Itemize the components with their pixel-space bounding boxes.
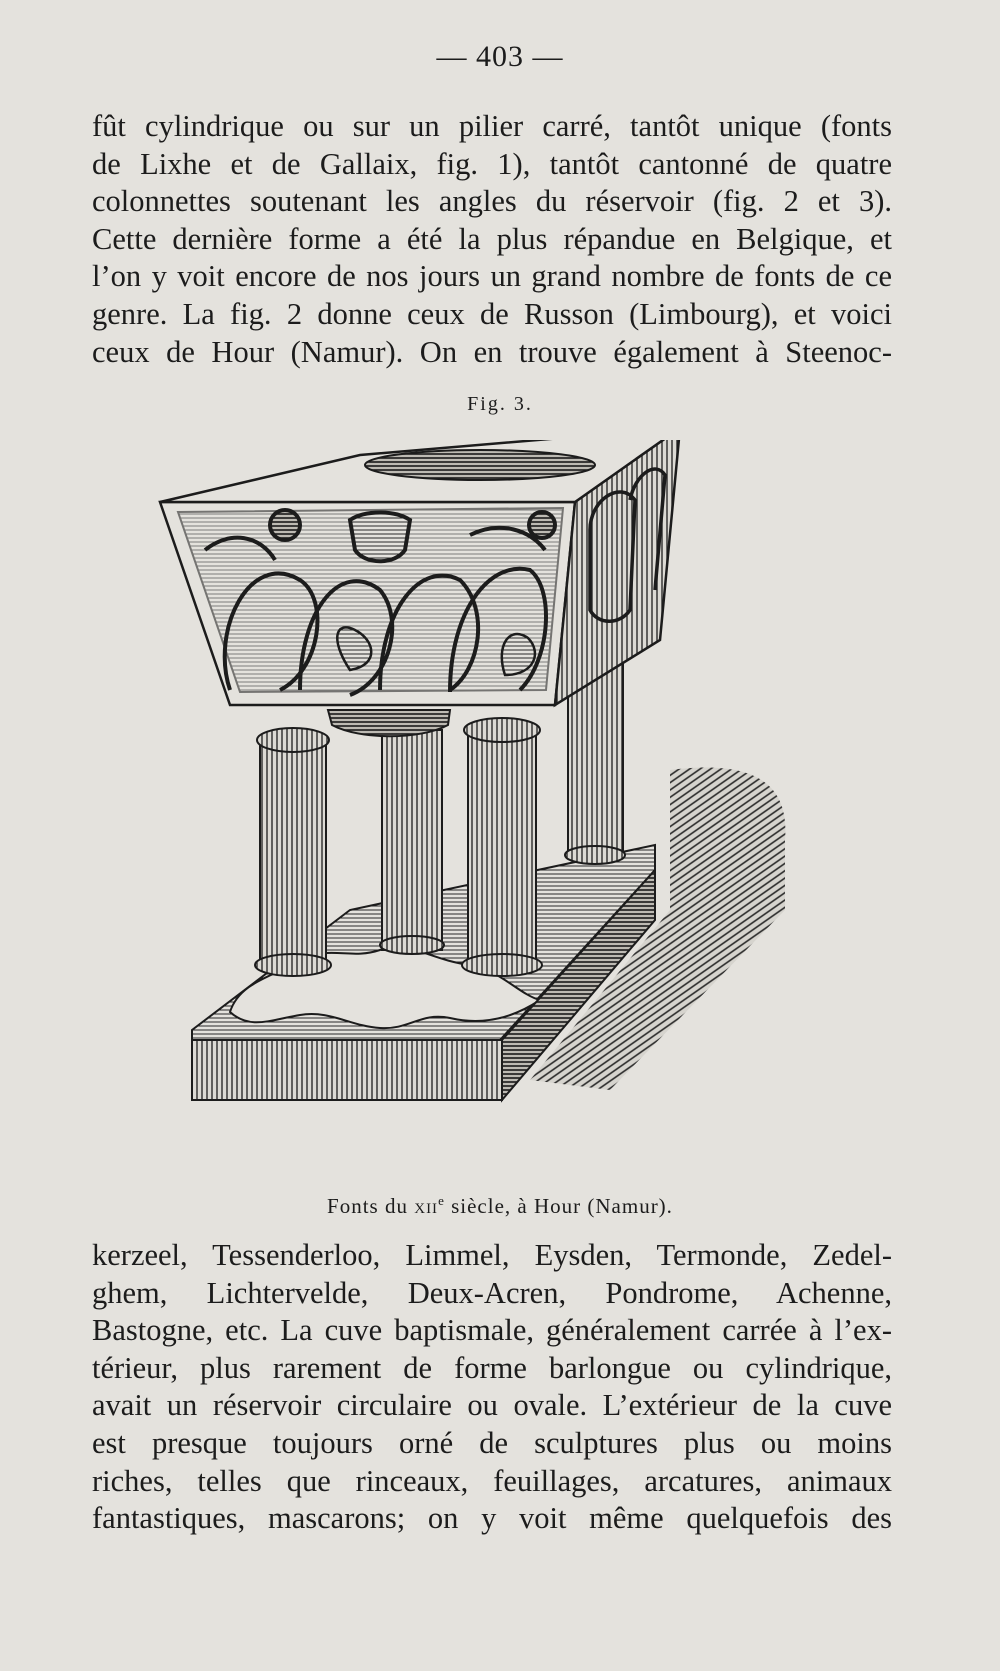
caption-superscript: e (438, 1193, 445, 1208)
caption-century: xii (414, 1194, 439, 1218)
text-line: Cette dernière forme a été la plus répandue en Belgique, et (92, 221, 892, 256)
text-line: genre. La fig. 2 donne ceux de Russon (Limbourg), et voici (92, 296, 892, 331)
text-line: fantastiques, mascarons; on y voit même quelquefois des (92, 1501, 892, 1536)
text-line: Bastogne, etc. La cuve baptismale, généralement carrée à l’ex- (92, 1313, 892, 1348)
text-line: fût cylindrique ou sur un pilier carré, tantôt unique (fonts (92, 109, 892, 143)
figure-caption (0, 1193, 1000, 1219)
text-line: de Lixhe et de Gallaix, fig. 1), tantôt cantonné de quatre (92, 146, 892, 181)
text-line: kerzeel, Tessenderloo, Limmel, Eysden, Termonde, Zedel- (92, 1238, 892, 1272)
text-line: ghem, Lichtervelde, Deux-Acren, Pondrome, Achenne, (92, 1275, 892, 1310)
text-line: l’on y voit encore de nos jours un grand nombre de fonts de ce (92, 259, 892, 294)
baptismal-font-illustration (150, 440, 850, 1180)
caption-text: Fonts du (327, 1194, 415, 1218)
text-line: colonnettes soutenant les angles du réservoir (fig. 2 et 3). (92, 184, 892, 219)
text-line: ceux de Hour (Namur). On en trouve également à Steenoc- (92, 334, 892, 369)
text-line: térieur, plus rarement de forme barlongue ou cylindrique, (92, 1350, 892, 1385)
figure-label: Fig. 3. (467, 393, 533, 415)
page-number: — 403 — (436, 40, 564, 73)
caption-text: siècle, à Hour (Namur). (444, 1194, 673, 1218)
text-line: riches, telles que rinceaux, feuillages, arcatures, animaux (92, 1463, 892, 1498)
text-line: avait un réservoir circulaire ou ovale. L’extérieur de la cuve (92, 1388, 892, 1423)
bottom-paragraph (92, 1237, 892, 1538)
top-paragraph (92, 108, 892, 371)
text-line: est presque toujours orné de sculptures plus ou moins (92, 1425, 892, 1460)
